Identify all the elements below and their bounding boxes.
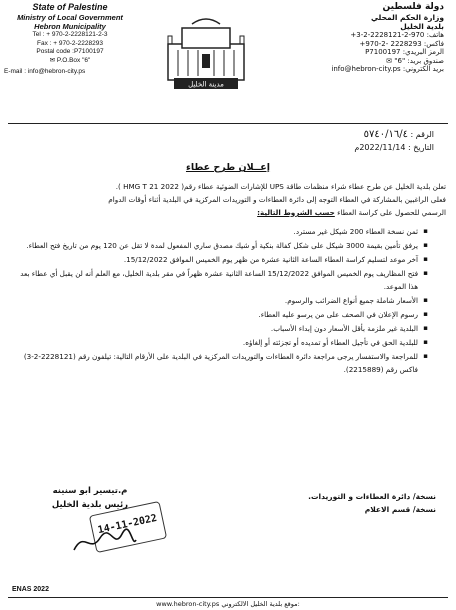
date-stamp: 14-11-2022 xyxy=(89,501,167,553)
municipality-name-ar: بلدية الخليل xyxy=(400,22,444,31)
signer-name: م.تيسير ابو سنينه xyxy=(52,486,128,496)
reference-date: التاريخ : 2022/11/14م xyxy=(354,143,434,152)
condition-item: ▪ البلدية غير ملزمة بأقل الأسعار دون إبداء الأسباب. xyxy=(14,322,428,335)
condition-item: ▪ فتح المظاريف يوم الخميس الموافق 15/12/2022 الساعة الثانية عشرة ظهراً في مقر بلدية الخليل، مع العلم أنه لن يقبل أي عطاء بعد هذا الموعد. xyxy=(14,267,428,293)
reference-label: الرقم : xyxy=(410,130,434,139)
envelope-icon: ✉ xyxy=(386,56,393,65)
header-arabic xyxy=(324,2,444,74)
announcement-title: إعــلان طرح عطاء xyxy=(185,162,271,173)
handwritten-signature xyxy=(70,520,140,560)
conditions-list xyxy=(14,225,428,376)
conditions-title: حسب الشروط التالية: xyxy=(257,208,335,217)
condition-item: ▪ للبلدية الحق في تأجيل العطاء أو تمديده أو تجزئته أو إلغاؤه. xyxy=(14,336,428,349)
footer xyxy=(0,600,456,608)
signer-title: رئيس بلدية الخليل xyxy=(51,500,129,510)
copy-line: نسخة/ قسم الاعلام xyxy=(364,505,436,514)
tel-en: Tel : + 970-2-2228121-2-3 xyxy=(32,31,108,38)
envelope-icon: ✉ xyxy=(49,56,56,64)
intro-line-2: فعلى الراغبين بالمشاركة في العطاء التوجه إلى دائرة العطاءات و التوريدات المركزية في البلدية أثناء أوقات الدوام xyxy=(108,195,446,204)
header-divider xyxy=(8,123,448,124)
tel-ar: هاتف: 970-2-2228121-2-3+ xyxy=(350,31,444,39)
condition-item: ▪ يرفق تأمين بقيمة 3000 شيكل على شكل كفالة بنكية أو شيك مصدق ساري المفعول لمدة لا تقل عن 120 يوم من تاريخ فتح العطاء. xyxy=(14,239,428,252)
reference-number: ٥٧٤٠/١٦/٤ xyxy=(363,129,408,140)
municipality-name-en: Hebron Municipality xyxy=(34,22,106,31)
hebron-logo xyxy=(158,14,254,92)
postal-ar: الرمز البريدي: P7100197 xyxy=(365,48,444,57)
footer-divider xyxy=(8,597,448,598)
website-url[interactable]: www.hebron-city.ps xyxy=(156,600,220,608)
document-code: ENAS 2022 xyxy=(12,586,49,593)
condition-item: ▪ الأسعار شاملة جميع أنواع الضرائب والرسوم. xyxy=(14,294,428,307)
state-name-ar: دولة فلسطين xyxy=(382,2,444,12)
fax-en: Fax : + 970-2-2228293 xyxy=(37,39,103,47)
ministry-name-ar: وزارة الحكم المحلي xyxy=(370,13,444,22)
website-label: موقع بلدية الخليل الالكتروني: xyxy=(221,600,300,608)
pobox-en: ✉ P.O.Box "6" xyxy=(49,56,91,64)
intro-line-3: الرسمي للحصول على كراسة العطاء حسب الشروط التالية: xyxy=(257,208,446,217)
copies-block xyxy=(308,490,436,516)
postal-en: Postal code :P7100197 xyxy=(36,48,104,56)
pobox-ar: صندوق بريد: "6" ✉ xyxy=(386,56,444,65)
reference-block xyxy=(354,128,434,154)
condition-item: ▪ للمراجعة والاستفسار يرجى مراجعة دائرة العطاءات والتوريدات المركزية في البلدية على الأرقام التالية: تيلفون رقم (2228121-2-3) فاكس رقم (2215889). xyxy=(14,350,428,376)
condition-item: ▪ رسوم الإعلان في الصحف على من يرسو عليه العطاء. xyxy=(14,308,428,321)
condition-item: ▪ ثمن نسخة العطاء 200 شيكل غير مسترد. xyxy=(14,225,428,238)
condition-item: ▪ آخر موعد لتسليم كراسة العطاء الساعة الثانية عشرة من ظهر يوم الخميس الموافق 15/12/2022. xyxy=(14,253,428,266)
state-name-en: State of Palestine xyxy=(32,2,108,12)
header-english xyxy=(4,2,130,77)
ministry-name-en: Ministry of Local Government xyxy=(17,13,123,22)
email-ar: بريد الكتروني: info@hebron-city.ps xyxy=(331,65,444,74)
intro-line-1: تعلن بلدية الخليل عن طرح عطاء شراء منظمات طاقة UPS للإشارات الضوئية عطاء رقم( HMG T 21 2022 ). xyxy=(115,182,446,191)
fax-ar: فاكس: 2228293 -2-970+ xyxy=(359,39,444,48)
email-en: E-mail : info@hebron-city.ps xyxy=(4,68,86,76)
copy-line: نسخة/ دائرة العطاءات و التوريدات. xyxy=(308,492,436,501)
announcement-body xyxy=(14,180,446,377)
logo-caption: مدينة الخليل xyxy=(188,80,224,89)
